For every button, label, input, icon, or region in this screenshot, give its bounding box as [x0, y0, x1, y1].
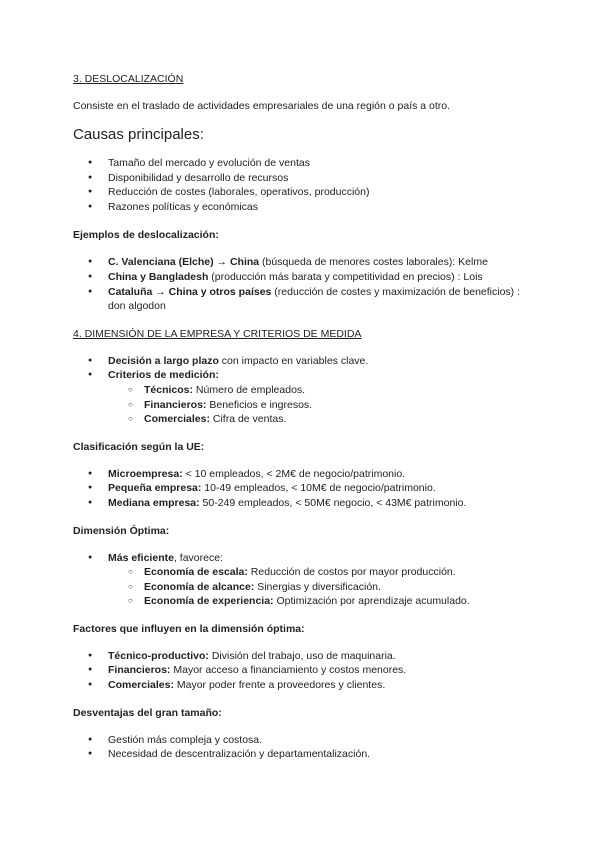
list-item: [73, 412, 543, 427]
optima-list: [73, 551, 543, 566]
section-3-title: 3. DESLOCALIZACIÓN: [73, 73, 184, 85]
item-bold: Economía de alcance:: [144, 580, 255, 593]
item-bold: Cataluña → China y otros países: [108, 285, 272, 298]
factors-list: [73, 649, 543, 693]
item-text: Cifra de ventas.: [209, 413, 287, 426]
criteria-list: [73, 383, 543, 427]
item-text: Mayor acceso a financiamiento y costos menores.: [170, 664, 407, 677]
item-bold: Financieros:: [144, 398, 207, 411]
list-item: [73, 285, 543, 314]
item-text: (búsqueda de menores costes laborales): Kelme: [259, 256, 488, 269]
list-item: [73, 678, 543, 693]
item-bold: China y Bangladesh: [108, 270, 209, 283]
item-text: Optimización por aprendizaje acumulado.: [273, 595, 470, 608]
list-item: ● Razones políticas y económicas: [73, 200, 543, 215]
item-text: Reducción de costos por mayor producción.: [247, 566, 456, 579]
list-item: ● Necesidad de descentralización y departamentalización.: [73, 747, 543, 762]
causes-heading: Causas principales:: [73, 126, 204, 143]
list-item: [73, 368, 543, 383]
item-bold: Economía de escala:: [144, 566, 248, 579]
item-bold: C. Valenciana (Elche) → China: [108, 256, 260, 269]
item-text: (reducción de costes y maximización de beneficios) : don algodon: [108, 285, 521, 313]
examples-heading: Ejemplos de deslocalización:: [73, 229, 219, 242]
item-bold: Financieros:: [108, 664, 171, 677]
ue-list: [73, 467, 543, 511]
list-item: [73, 398, 543, 413]
item-text: < 10 empleados, < 2M€ de negocio/patrimonio.: [182, 467, 406, 480]
ue-heading: Clasificación según la UE:: [73, 440, 205, 453]
item-bold: Comerciales:: [108, 679, 174, 692]
item-bold: Pequeña empresa:: [108, 482, 202, 495]
item-bold: Técnicos:: [144, 383, 194, 396]
item-text: con impacto en variables clave.: [218, 354, 369, 367]
item-bold: Economía de experiencia:: [144, 595, 274, 608]
factors-heading: Factores que influyen en la dimensión óptima:: [73, 622, 305, 635]
item-bold: Microempresa:: [108, 467, 183, 480]
item-text: División del trabajo, uso de maquinaria.: [208, 649, 396, 662]
dimension-list: [73, 354, 543, 383]
item-text: 50-249 empleados, < 50M€ negocio, < 43M€ patrimonio.: [199, 496, 467, 509]
item-text: , favorece:: [173, 551, 223, 564]
section-4-title: 4. DIMENSIÓN DE LA EMPRESA Y CRITERIOS DE MEDIDA: [73, 327, 362, 340]
item-text: Beneficios e ingresos.: [206, 398, 313, 411]
disadv-heading: Desventajas del gran tamaño:: [73, 706, 222, 719]
list-item: [73, 580, 543, 595]
list-item: [73, 270, 543, 285]
list-item: ● Tamaño del mercado y evolución de ventas: [73, 156, 543, 171]
list-item: [73, 551, 543, 566]
document-page: [73, 72, 543, 762]
item-bold: Más eficiente: [108, 551, 174, 564]
item-bold: Criterios de medición:: [108, 369, 219, 382]
list-item: [73, 649, 543, 664]
optima-heading: Dimensión Óptima:: [73, 524, 170, 537]
item-bold: Decisión a largo plazo: [108, 354, 219, 367]
list-item: [73, 565, 543, 580]
list-item: [73, 467, 543, 482]
item-text: Mayor poder frente a proveedores y clientes.: [173, 679, 386, 692]
list-item: [73, 594, 543, 609]
list-item: [73, 255, 543, 270]
item-bold: Técnico-productivo:: [108, 649, 209, 662]
section-3-intro: Consiste en el traslado de actividades empresariales de una región o país a otro.: [73, 100, 451, 112]
item-bold: Mediana empresa:: [108, 496, 200, 509]
examples-list: [73, 255, 543, 313]
disadv-list: [73, 733, 543, 762]
causes-list: [73, 156, 543, 214]
item-text: Sinergias y diversificación.: [254, 580, 381, 593]
item-text: 10-49 empleados, < 10M€ de negocio/patrimonio.: [201, 482, 436, 495]
list-item: ● Disponibilidad y desarrollo de recursos: [73, 171, 543, 186]
item-text: (producción más barata y competitividad en precios) : Lois: [208, 270, 483, 283]
list-item: [73, 481, 543, 496]
list-item: ● Gestión más compleja y costosa.: [73, 733, 543, 748]
list-item: [73, 496, 543, 511]
item-text: Número de empleados.: [193, 383, 306, 396]
list-item: [73, 663, 543, 678]
list-item: ● Reducción de costes (laborales, operativos, producción): [73, 185, 543, 200]
item-bold: Comerciales:: [144, 413, 210, 426]
list-item: [73, 354, 543, 369]
optima-sub-list: [73, 565, 543, 609]
list-item: [73, 383, 543, 398]
